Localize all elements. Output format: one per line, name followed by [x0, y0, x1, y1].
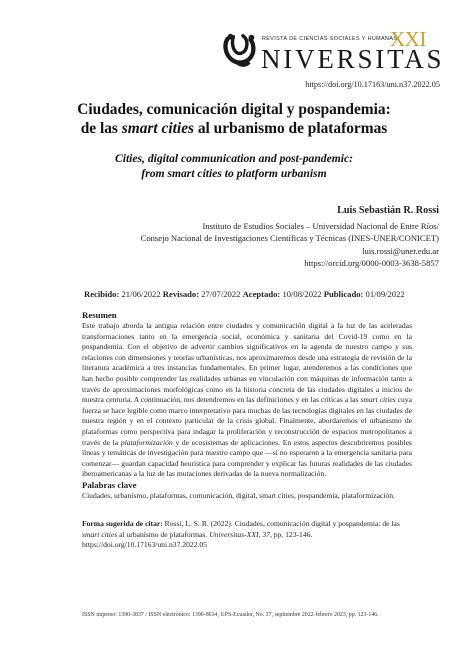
page-footer: ISSN impreso: 1390-3837 / ISSN electrónico: 1390-8634, UPS-Ecuador, No. 37, septiembre 2022-febrero 2023, pp. 123-146. — [82, 612, 379, 618]
title-line-2-suffix: al urbanismo de plataformas — [194, 120, 388, 137]
keywords-heading: Palabras clave — [82, 480, 137, 490]
journal-brand-name: NIVERSITAS — [261, 44, 445, 74]
citation-italic-1: smart cities — [82, 529, 118, 539]
abstract-italic-1: smart cities — [360, 395, 396, 405]
journal-series-label: REVISTA DE CIENCIAS SOCIALES Y HUMANAS — [262, 36, 398, 42]
author-affiliation-1: Instituto de Estudios Sociales – Universidad Nacional de Entre Ríos/ — [202, 220, 439, 231]
article-title — [0, 100, 468, 138]
title-line-2-italic: smart cities — [121, 120, 195, 137]
citation-label: Forma sugerida de citar: — [82, 519, 163, 528]
received-label: Recibido: — [84, 289, 120, 299]
english-title-line-1: Cities, digital communication and post-pandemic: — [114, 152, 353, 165]
english-title — [0, 151, 468, 181]
received-date: 21/06/2022 — [121, 289, 161, 299]
journal-header — [222, 27, 445, 75]
abstract-body — [82, 321, 412, 480]
universitas-u-logo — [222, 31, 260, 69]
author-email[interactable]: luis.rossi@uner.edu.ar — [362, 245, 439, 256]
journal-roman-numeral: XXI — [390, 27, 426, 51]
citation-italic-2: Universitas-XXI, 37 — [209, 529, 270, 539]
revised-date: 27/07/2022 — [201, 289, 241, 299]
abstract-part-1: Este trabajo aborda la antigua relación entre ciudades y comunicación digital a la luz de las aceleradas transformaciones tanto en la emergencia social, económica y sanitaria del Covid-19 como en la pospandemia. Con el objetivo de advertir cambios significativos en la agenda de nuestro campo y sus relaciones con dimensiones y teorías urbanísticas, nos aproximaremos desde una estrategia de revisión de la literatura académica a tres instancias fundamentales. En primer lugar, atenderemos a las condiciones que han hecho posible comprender las realidades urbanas en vinculación con máquinas de información tanto a través de aproximaciones morfológicas como en la historia concreta de las ciudades digitales a inicios de nuestra centuria. A continuación, nos detendremos en las definiciones y en las críticas a las — [82, 321, 412, 405]
citation-part-2: al urbanismo de plataformas. — [117, 529, 210, 539]
abstract-heading: Resumen — [82, 310, 117, 320]
revised-label: Revisado: — [162, 289, 200, 299]
abstract-italic-2: plataformización — [120, 437, 173, 447]
article-doi-link[interactable]: https://doi.org/10.17163/uni.n37.2022.05 — [305, 80, 440, 89]
keywords-text: Ciudades, urbanismo, plataformas, comunicación, digital, smart cities, pospandemia, plataformización. — [82, 491, 395, 500]
author-block — [141, 205, 439, 270]
abstract-part-3: y de ecosistemas de aplicaciones. En estos aspectos descubriremos posibles líneas y temáticas de investigación para nuestro campo que —si no esperaron a la emergencia sanitaria para comenzar— guardan capacidad heurística para comprender y explicar las futuras realidades de las ciudades iberoamericanas a la luz de las mutaciones derivadas de la nueva normalización. — [82, 437, 412, 479]
author-orcid[interactable]: https://orcid.org/0000-0003-3638-5857 — [304, 258, 439, 269]
author-name: Luis Sebastián R. Rossi — [337, 205, 439, 216]
title-line-2-prefix: de las — [80, 120, 122, 137]
accepted-date: 10/08/2022 — [282, 289, 322, 299]
citation-part-3: , pp. 123-146. https://doi.org/10.17163/uni.n37.2022.05 — [82, 529, 313, 550]
english-title-line-2: from smart cities to platform urbanism — [141, 167, 327, 180]
abstract-part-2: cuya fuerza se hace legible como marco interpretativo para muchas de las tecnologías digitales en las ciudades de nuestra región y en el contexto particular de la crisis global. Finalmente, abordaremos el urbanismo de plataformas como perspectiva para indagar la proliferación y reconstrucción de espacios metropolitanos a través de la — [82, 395, 412, 447]
author-affiliation-2: Consejo Nacional de Investigaciones Científicas y Técnicas (INES-UNER/CONICET) — [140, 233, 439, 244]
citation-part-1: Rossi, L. S. R. (2022). Ciudades, comunicación digital y pospandemia: de las — [162, 519, 400, 528]
title-line-1: Ciudades, comunicación digital y pospandemia: — [77, 101, 391, 118]
citation-block — [82, 519, 418, 551]
accepted-label: Aceptado: — [242, 289, 281, 299]
published-date: 01/09/2022 — [365, 289, 405, 299]
article-dates — [84, 289, 405, 299]
published-label: Publicado: — [323, 289, 364, 299]
